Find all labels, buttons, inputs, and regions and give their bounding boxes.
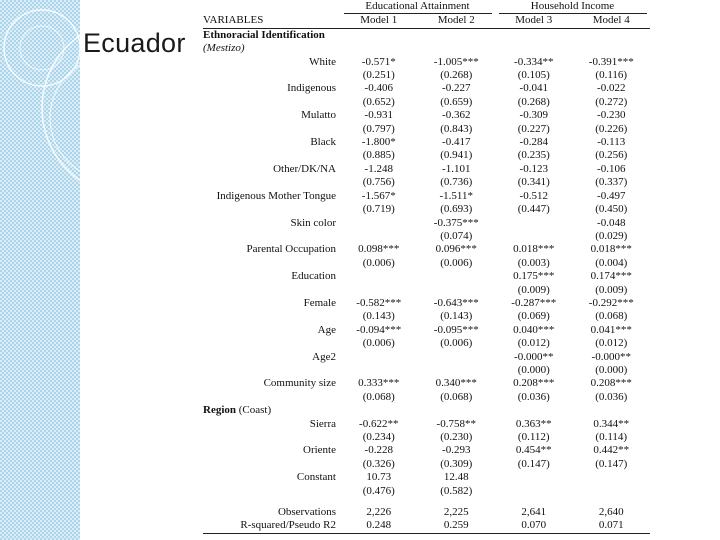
coefficient-cell: 0.208*** [590, 377, 632, 390]
footer-value: 0.259 [418, 519, 496, 533]
standard-error-cell: (0.068) [362, 390, 395, 403]
coefficient-cell: -0.227 [442, 82, 471, 95]
table-row [203, 163, 650, 176]
row-label: Education [291, 270, 336, 283]
coefficient-cell: -1.101 [442, 162, 471, 175]
coefficient-cell: 0.208*** [513, 377, 555, 390]
standard-error-cell [340, 230, 418, 243]
coefficient-cell: -0.391*** [588, 55, 634, 68]
footer-value: 2,640 [598, 506, 624, 519]
standard-error-cell: (0.256) [595, 149, 628, 162]
standard-error-cell: (0.074) [440, 229, 473, 242]
table-row [203, 297, 650, 310]
coefficient-cell: 0.098*** [358, 243, 400, 256]
coefficient-cell: -0.094*** [356, 323, 402, 336]
table-row-se [203, 96, 650, 109]
coefficient-cell: -0.417 [442, 136, 471, 149]
table-row-se [203, 364, 650, 377]
standard-error-cell: (0.116) [595, 69, 628, 82]
standard-error-cell: (0.068) [595, 310, 628, 323]
standard-error-cell: (0.268) [440, 69, 473, 82]
standard-error-cell [495, 230, 573, 243]
table-row-se [203, 431, 650, 444]
standard-error-cell: (0.341) [517, 176, 550, 189]
footer-value: 2,641 [521, 506, 547, 519]
coefficient-cell: -0.292*** [588, 296, 634, 309]
table-row [203, 324, 650, 337]
standard-error-cell: (0.326) [362, 457, 395, 470]
coefficient-cell: -0.000** [591, 350, 631, 363]
coefficient-cell [495, 471, 573, 484]
standard-error-cell: (0.036) [595, 390, 628, 403]
regression-table [203, 0, 650, 534]
standard-error-cell: (0.114) [595, 431, 628, 443]
section-note-row [203, 42, 650, 55]
table-row-se [203, 257, 650, 270]
section-title: Ethnoracial Identification [203, 28, 325, 41]
coefficient-cell: -0.497 [597, 189, 626, 202]
spacer-row [203, 498, 650, 506]
standard-error-cell: (0.105) [517, 69, 550, 82]
section-note: (Mestizo) [203, 42, 245, 55]
coefficient-cell: -1.248 [364, 162, 393, 175]
standard-error-cell: (0.006) [440, 256, 473, 269]
coefficient-cell: -0.375*** [433, 216, 479, 229]
row-label: Mulatto [301, 109, 336, 122]
standard-error-cell: (0.012) [517, 337, 550, 350]
coefficient-cell [340, 217, 418, 230]
coefficient-cell: -0.334** [514, 55, 554, 68]
coefficient-cell: -0.022 [597, 82, 626, 95]
table-row-se [203, 485, 650, 498]
coefficient-cell: -0.095*** [433, 323, 479, 336]
standard-error-cell: (0.693) [440, 203, 473, 216]
table-row-se [203, 230, 650, 243]
standard-error-cell: (0.000) [517, 363, 550, 376]
footer-row [203, 519, 650, 533]
row-label: Parental Occupation [246, 243, 336, 256]
table-row-se [203, 149, 650, 162]
coefficient-cell: 0.442** [593, 444, 630, 457]
coefficient-cell: -0.041 [519, 82, 548, 95]
standard-error-cell: (0.029) [595, 229, 628, 242]
footer-value: 2,226 [366, 506, 392, 519]
coefficient-cell: -0.362 [442, 109, 471, 122]
coefficient-cell: -1.511* [439, 189, 473, 202]
standard-error-cell: (0.736) [440, 176, 473, 189]
standard-error-cell [340, 284, 418, 297]
coefficient-cell: 0.454** [515, 444, 552, 457]
standard-error-cell: (0.003) [517, 256, 550, 269]
coefficient-cell: 0.344** [593, 417, 630, 430]
table-row [203, 418, 650, 431]
standard-error-cell: (0.719) [362, 203, 395, 216]
footer-label: Observations [277, 506, 336, 519]
table-row-se [203, 337, 650, 350]
table-row [203, 190, 650, 203]
coefficient-cell: -0.582*** [356, 296, 402, 309]
table-row [203, 351, 650, 364]
standard-error-cell: (0.659) [440, 95, 473, 108]
standard-error-cell: (0.450) [595, 203, 628, 216]
coefficient-cell: -0.643*** [433, 296, 479, 309]
table-row-se [203, 391, 650, 404]
coefficient-cell: 12.48 [443, 471, 469, 484]
standard-error-cell [340, 364, 418, 377]
coefficient-cell: 0.340*** [435, 377, 477, 390]
column-header-model-4: Model 4 [573, 14, 651, 28]
coefficient-cell: -0.000** [514, 350, 554, 363]
row-label: Sierra [309, 417, 336, 430]
coefficient-cell: -0.931 [364, 109, 393, 122]
table-row [203, 377, 650, 390]
table-row [203, 217, 650, 230]
coefficient-cell: 0.363** [515, 417, 552, 430]
column-header-model-1: Model 1 [340, 14, 418, 28]
table-row [203, 243, 650, 256]
standard-error-cell [418, 364, 496, 377]
standard-error-cell: (0.069) [517, 310, 550, 323]
standard-error-cell: (0.756) [362, 176, 395, 189]
coefficient-cell: -0.113 [597, 136, 626, 149]
coefficient-cell: -1.800* [361, 136, 396, 149]
footer-value: 0.071 [573, 519, 651, 533]
footer-value: 0.070 [495, 519, 573, 533]
coefficient-cell: -0.106 [597, 162, 626, 175]
coefficient-cell: 10.73 [366, 471, 392, 484]
slide-title: Ecuador [83, 28, 186, 58]
coefficient-cell: 0.333*** [358, 377, 400, 390]
coefficient-cell: -0.622** [359, 417, 399, 430]
standard-error-cell [495, 485, 573, 498]
coefficient-cell: -0.048 [597, 216, 626, 229]
column-header-model-3: Model 3 [495, 14, 573, 28]
row-label: Age2 [312, 350, 336, 363]
row-label: Female [303, 296, 336, 309]
coefficient-cell: -0.123 [519, 162, 548, 175]
table-row-se [203, 176, 650, 189]
standard-error-cell: (0.251) [362, 69, 395, 82]
coefficient-cell [340, 270, 418, 283]
table-row-se [203, 69, 650, 82]
standard-error-cell: (0.147) [595, 457, 628, 470]
column-header-variables: VARIABLES [203, 14, 340, 28]
table-row-se [203, 203, 650, 216]
coefficient-cell: -0.287*** [511, 296, 557, 309]
coefficient-cell: 0.041*** [590, 323, 632, 336]
section-title: Region [203, 404, 236, 417]
regression-table-image [203, 0, 650, 540]
coefficient-cell: 0.040*** [513, 323, 555, 336]
row-label: Indigenous Mother Tongue [216, 189, 336, 202]
standard-error-cell: (0.582) [440, 484, 473, 497]
standard-error-cell: (0.012) [595, 337, 628, 350]
coefficient-cell: -0.406 [364, 82, 393, 95]
standard-error-cell: (0.227) [517, 122, 550, 135]
table-row [203, 56, 650, 69]
standard-error-cell: (0.843) [440, 122, 473, 135]
row-label: Black [310, 136, 336, 149]
coefficient-cell [418, 270, 496, 283]
coefficient-cell: 0.174*** [590, 270, 632, 283]
table-row [203, 109, 650, 122]
group-header-income: Household Income [499, 0, 647, 14]
standard-error-cell: (0.006) [440, 337, 473, 350]
row-label: White [309, 55, 336, 68]
standard-error-cell: (0.143) [440, 310, 473, 323]
section-header-row [203, 28, 650, 42]
table-row-se [203, 458, 650, 471]
standard-error-cell: (0.009) [595, 283, 628, 296]
row-label: Age [317, 323, 336, 336]
standard-error-cell: (0.235) [517, 149, 550, 162]
section-note: (Coast) [238, 404, 272, 417]
standard-error-cell [418, 284, 496, 297]
column-header-model-2: Model 2 [418, 14, 496, 28]
standard-error-cell: (0.234) [362, 431, 395, 443]
standard-error-cell [573, 485, 651, 498]
group-header-education: Educational Attainment [344, 0, 492, 14]
standard-error-cell: (0.652) [362, 95, 395, 108]
row-label: Constant [296, 471, 336, 484]
coefficient-cell: -1.005*** [433, 55, 479, 68]
standard-error-cell: (0.112) [517, 431, 550, 443]
standard-error-cell: (0.272) [595, 95, 628, 108]
table-row [203, 136, 650, 149]
coefficient-cell [340, 351, 418, 364]
table-row [203, 270, 650, 283]
row-label: Oriente [303, 444, 336, 457]
coefficient-cell: -0.758** [436, 417, 476, 430]
standard-error-cell: (0.268) [517, 95, 550, 108]
coefficient-cell [418, 351, 496, 364]
standard-error-cell: (0.006) [362, 337, 395, 350]
footer-value: 2,225 [443, 506, 469, 519]
footer-label: R-squared/Pseudo R2 [203, 519, 340, 533]
standard-error-cell: (0.068) [440, 390, 473, 403]
column-header-row [203, 14, 650, 28]
section-header-row [203, 404, 650, 417]
group-header-row [203, 0, 650, 14]
coefficient-cell: 0.096*** [435, 243, 477, 256]
coefficient-cell: -0.293 [442, 444, 471, 457]
coefficient-cell: -0.228 [364, 444, 393, 457]
standard-error-cell: (0.941) [440, 149, 473, 162]
table-row [203, 82, 650, 95]
coefficient-cell [495, 217, 573, 230]
standard-error-cell: (0.230) [440, 431, 473, 443]
standard-error-cell: (0.309) [440, 457, 473, 470]
coefficient-cell: 0.175*** [513, 270, 555, 283]
table-row [203, 471, 650, 484]
row-label: Other/DK/NA [273, 162, 336, 175]
coefficient-cell: -1.567* [361, 189, 396, 202]
coefficient-cell: 0.018*** [513, 243, 555, 256]
row-label: Skin color [290, 216, 336, 229]
standard-error-cell: (0.797) [362, 122, 395, 135]
row-label: Community size [263, 377, 336, 390]
standard-error-cell: (0.036) [517, 390, 550, 403]
standard-error-cell: (0.447) [517, 203, 550, 216]
standard-error-cell: (0.000) [595, 363, 628, 376]
standard-error-cell: (0.226) [595, 122, 628, 135]
coefficient-cell: -0.284 [519, 136, 548, 149]
row-label: Indigenous [287, 82, 336, 95]
standard-error-cell: (0.147) [517, 457, 550, 470]
standard-error-cell: (0.476) [362, 484, 395, 497]
footer-value: 0.248 [340, 519, 418, 533]
standard-error-cell: (0.885) [362, 149, 395, 162]
coefficient-cell: -0.512 [519, 189, 548, 202]
standard-error-cell: (0.009) [517, 283, 550, 296]
standard-error-cell: (0.143) [362, 310, 395, 323]
coefficient-cell: -0.230 [597, 109, 626, 122]
table-row-se [203, 310, 650, 323]
table-row-se [203, 284, 650, 297]
table-row [203, 444, 650, 457]
standard-error-cell: (0.006) [362, 256, 395, 269]
table-row-se [203, 123, 650, 136]
coefficient-cell: -0.571* [361, 55, 396, 68]
coefficient-cell: -0.309 [519, 109, 548, 122]
standard-error-cell: (0.337) [595, 176, 628, 189]
standard-error-cell: (0.004) [595, 256, 628, 269]
coefficient-cell: 0.018*** [590, 243, 632, 256]
coefficient-cell [573, 471, 651, 484]
footer-row [203, 506, 650, 519]
